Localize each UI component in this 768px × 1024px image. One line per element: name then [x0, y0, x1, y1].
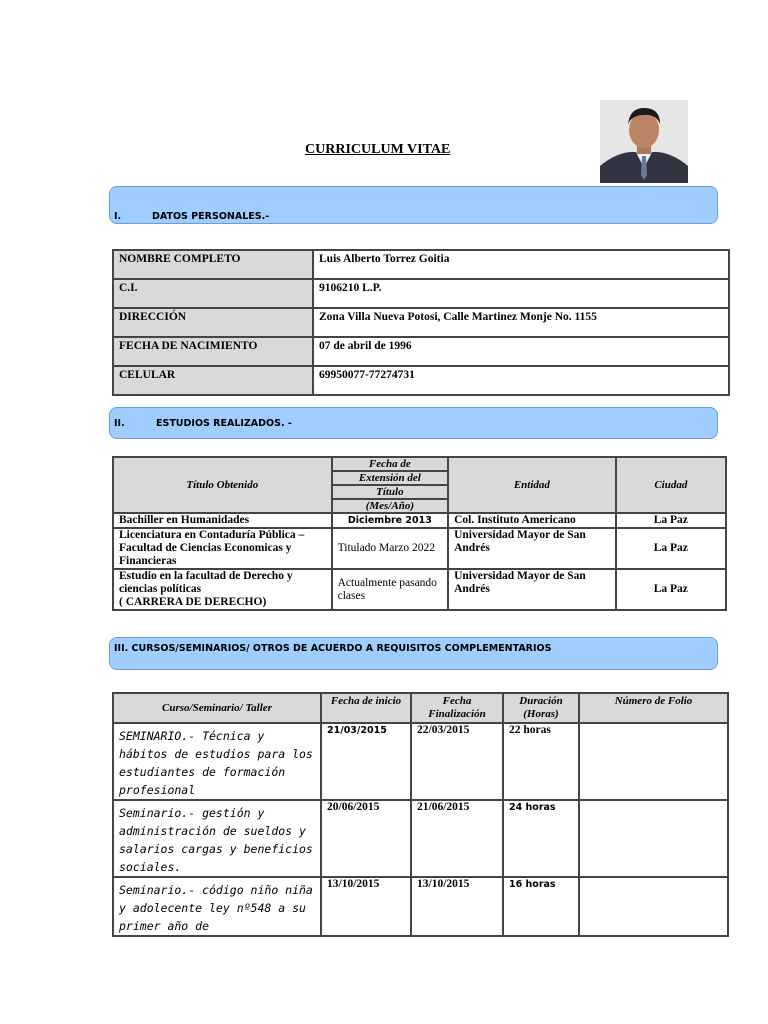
cell-start: 21/03/2015: [321, 723, 411, 800]
profile-photo: [600, 100, 688, 183]
table-row: [113, 279, 729, 308]
personal-data-table: [112, 249, 730, 396]
header-entity: Entidad: [448, 457, 616, 513]
cell-entity: Universidad Mayor de San Andrés: [448, 569, 616, 610]
table-row: [113, 877, 728, 936]
header-title: Título Obtenido: [113, 457, 332, 513]
section-band-courses: [109, 637, 718, 670]
cell-entity: Universidad Mayor de San Andrés: [448, 528, 616, 569]
header-end: Fecha Finalización: [411, 693, 503, 723]
table-row: [113, 337, 729, 366]
cell-folio: [579, 800, 728, 877]
table-row: [113, 250, 729, 279]
table-row: [113, 366, 729, 395]
cell-course: SEMINARIO.- Técnica y hábitos de estudios para los estudiantes de formación profesional: [113, 723, 321, 800]
section-label: III. CURSOS/SEMINARIOS/ OTROS DE ACUERDO A REQUISITOS COMPLEMENTARIOS: [114, 643, 552, 654]
header-date-line: Fecha de: [333, 458, 447, 472]
cell-date: Titulado Marzo 2022: [332, 528, 448, 569]
cell-city: La Paz: [616, 569, 726, 610]
table-row: [113, 569, 726, 610]
field-key: NOMBRE COMPLETO: [113, 250, 313, 279]
cell-duration: 22 horas: [503, 723, 579, 800]
cell-date: Actualmente pasando clases: [332, 569, 448, 610]
table-row: [113, 800, 728, 877]
cell-title: [113, 569, 332, 610]
field-key: FECHA DE NACIMIENTO: [113, 337, 313, 366]
cell-folio: [579, 877, 728, 936]
section-band-personal: [109, 186, 718, 224]
header-date-line: Título: [333, 486, 447, 500]
table-header-row: [113, 693, 728, 723]
field-value: 69950077-77274731: [313, 366, 729, 395]
cell-city: La Paz: [616, 513, 726, 528]
section-number: I.: [114, 211, 122, 222]
section-label: DATOS PERSONALES.-: [152, 211, 270, 222]
field-key: DIRECCIÓN: [113, 308, 313, 337]
table-header-row: [113, 457, 726, 513]
cell-end: 13/10/2015: [411, 877, 503, 936]
section-number: II.: [114, 418, 125, 429]
header-start: Fecha de inicio: [321, 693, 411, 723]
header-duration: Duración (Horas): [503, 693, 579, 723]
cell-title: Licenciatura en Contaduría Pública – Facultad de Ciencias Economicas y Financieras: [113, 528, 332, 569]
courses-table: [112, 692, 729, 937]
cell-title-line: Estudio en la facultad de Derecho y ciencias políticas: [119, 570, 293, 595]
cell-course: Seminario.- gestión y administración de sueldos y salarios cargas y beneficios sociales.: [113, 800, 321, 877]
field-key: C.I.: [113, 279, 313, 308]
table-row: [113, 308, 729, 337]
field-key: CELULAR: [113, 366, 313, 395]
cell-start: 20/06/2015: [321, 800, 411, 877]
cell-city: La Paz: [616, 528, 726, 569]
cell-duration: 16 horas: [503, 877, 579, 936]
header-folio: Número de Folio: [579, 693, 728, 723]
page-title: CURRICULUM VITAE: [305, 142, 451, 157]
cell-end: 22/03/2015: [411, 723, 503, 800]
studies-table: [112, 456, 727, 611]
header-date-line: (Mes/Año): [365, 500, 414, 512]
cell-course: Seminario.- código niño niña y adolecente ley nº548 a su primer año de: [113, 877, 321, 936]
cell-duration: 24 horas: [503, 800, 579, 877]
header-city: Ciudad: [616, 457, 726, 513]
cell-start: 13/10/2015: [321, 877, 411, 936]
table-row: [113, 513, 726, 528]
field-value: 9106210 L.P.: [313, 279, 729, 308]
header-date: [332, 457, 448, 513]
cell-entity: Col. Instituto Americano: [448, 513, 616, 528]
header-date-line: Extensión del: [333, 472, 447, 486]
cell-title: Bachiller en Humanidades: [113, 513, 332, 528]
field-value: Zona Villa Nueva Potosi, Calle Martinez Monje No. 1155: [313, 308, 729, 337]
header-course: Curso/Seminario/ Taller: [113, 693, 321, 723]
cell-folio: [579, 723, 728, 800]
section-band-studies: [109, 407, 718, 439]
cell-end: 21/06/2015: [411, 800, 503, 877]
section-label: ESTUDIOS REALIZADOS. -: [156, 418, 292, 429]
cell-date: Diciembre 2013: [332, 513, 448, 528]
field-value: Luis Alberto Torrez Goitia: [313, 250, 729, 279]
field-value: 07 de abril de 1996: [313, 337, 729, 366]
table-row: [113, 723, 728, 800]
cell-title-line: ( CARRERA DE DERECHO): [119, 596, 267, 608]
table-row: [113, 528, 726, 569]
